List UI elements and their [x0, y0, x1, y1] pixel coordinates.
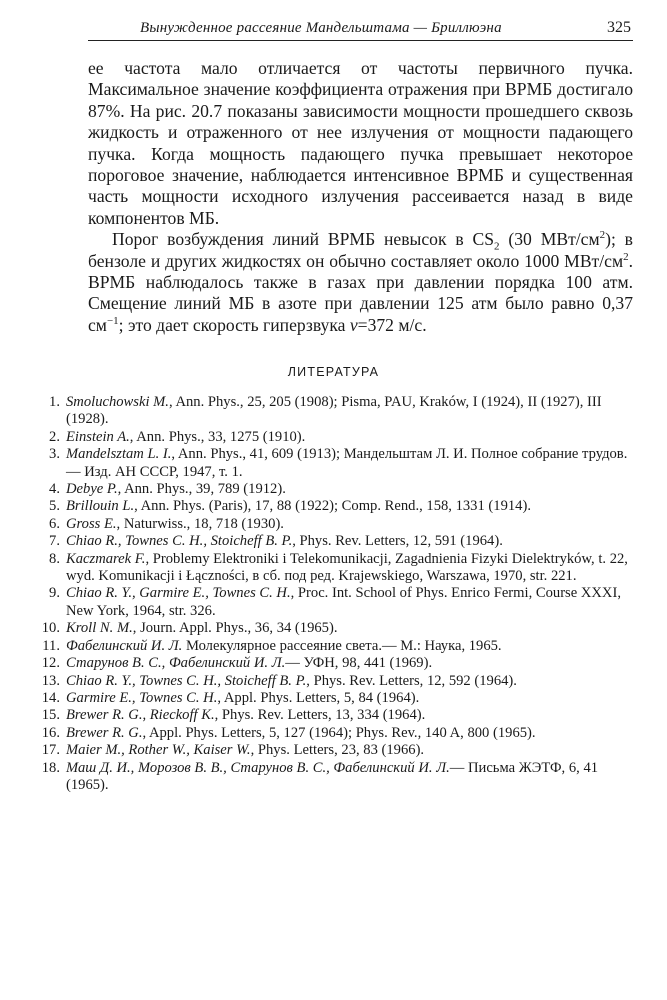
reference-author: Maier M., Rother W., Kaiser W.	[66, 742, 251, 759]
reference-source: , Ann. Phys., 33, 1275 (1910).	[129, 428, 306, 445]
reference-text	[66, 394, 634, 429]
reference-source: — Письма ЖЭТФ, 6, 41 (1965).	[66, 759, 599, 793]
reference-item	[28, 760, 634, 795]
reference-item	[28, 690, 634, 707]
reference-author: Старунов В. С., Фабелинский И. Л.	[66, 655, 286, 672]
reference-text	[66, 638, 634, 655]
reference-source: , Naturwiss., 18, 718 (1930).	[116, 515, 284, 532]
reference-source: , Phys. Rev. Letters, 12, 592 (1964).	[306, 672, 517, 689]
reference-number: 1.	[49, 394, 60, 410]
reference-text	[66, 498, 634, 515]
reference-item	[28, 707, 634, 724]
reference-item	[28, 394, 634, 429]
reference-source: , Phys. Rev. Letters, 13, 334 (1964).	[214, 707, 426, 724]
reference-item	[28, 533, 634, 550]
reference-source: , Ann. Phys., 41, 609 (1913); Мандельштам Л. И. Полное собрание трудов.— Изд. АН СССР, 1947, т. 1.	[66, 446, 628, 480]
reference-item	[28, 516, 634, 533]
reference-number: 6.	[49, 515, 60, 532]
reference-item	[28, 655, 634, 672]
reference-source: Молекулярное рассеяние света.— М.: Наука, 1965.	[182, 637, 502, 654]
reference-source: — УФН, 98, 441 (1969).	[285, 655, 433, 672]
reference-number: 7.	[49, 533, 60, 550]
reference-number: 11.	[42, 637, 60, 654]
reference-list	[28, 394, 634, 794]
reference-text	[66, 690, 634, 707]
reference-author: Garmire E., Townes C. H.	[66, 689, 218, 706]
paragraph-1: ее частота мало отличается от частоты первичного пучка. Максимальное значение коэффициента отражения при ВРМБ достигало 87%. На рис. 20.7 показаны зависимости мощности прошедшего сквозь жидкость и отраженного от нее излучения от мощности падающего пучка. Когда мощность падающего пучка превышает некоторое пороговое значение, наблюдается интенсивное ВРМБ и существенная часть мощности исходного излучения рассеивается назад в виде компонентов МБ.	[88, 58, 633, 228]
reference-author: Mandelsztam L. I.	[66, 446, 172, 463]
reference-author: Фабелинский И. Л.	[66, 637, 183, 654]
reference-number: 13.	[41, 672, 60, 689]
reference-number: 14.	[41, 689, 60, 706]
reference-item	[28, 585, 634, 620]
reference-text	[66, 481, 634, 498]
reference-source: , Problemy Elektroniki i Telekomunikacji, Zagadnienia Fizyki Dielektryków, t. 22, wyd. Komunikacji i Łączności, в сб. под ред. Krajewskiego, Warszawa, 1970, str. 221.	[66, 550, 628, 585]
reference-source: , Ann. Phys., 25, 205 (1908); Pisma, PAU, Kraków, I (1924), II (1927), III (1928).	[66, 394, 602, 428]
reference-item	[28, 673, 634, 690]
reference-source: , Ann. Phys., 39, 789 (1912).	[117, 481, 286, 498]
reference-text	[66, 725, 634, 742]
reference-text	[66, 620, 634, 637]
reference-item	[28, 481, 634, 498]
reference-number: 10.	[41, 620, 60, 637]
reference-author: Chiao R. Y., Townes C. H., Stoicheff B. P.	[66, 672, 307, 689]
reference-author: Kaczmarek F.	[66, 550, 146, 567]
reference-text	[66, 707, 634, 724]
reference-number: 15.	[41, 707, 60, 724]
reference-text	[66, 551, 634, 586]
reference-item	[28, 498, 634, 515]
reference-author: Brillouin L.	[66, 498, 135, 515]
reference-item	[28, 429, 634, 446]
reference-author: Chiao R., Townes C. H., Stoicheff B. P.	[66, 533, 293, 550]
page-number: 325	[607, 19, 631, 36]
reference-author: Маш Д. И., Морозов В. В., Старунов В. С., Фабелинский И. Л.	[66, 759, 450, 776]
running-title: Вынужденное рассеяние Мандельштама — Бриллюэна	[140, 20, 502, 36]
reference-number: 18.	[41, 759, 60, 776]
reference-number: 16.	[41, 724, 60, 741]
page-header	[88, 18, 633, 41]
reference-source: , Ann. Phys. (Paris), 17, 88 (1922); Comp. Rend., 158, 1331 (1914).	[134, 498, 531, 515]
reference-text	[66, 673, 634, 690]
reference-item	[28, 742, 634, 759]
reference-text	[66, 533, 634, 550]
reference-item	[28, 620, 634, 637]
reference-number: 2.	[49, 428, 60, 445]
reference-item	[28, 638, 634, 655]
reference-source: , Journ. Appl. Phys., 36, 34 (1965).	[132, 620, 338, 637]
reference-source: , Phys. Rev. Letters, 12, 591 (1964).	[292, 533, 503, 550]
reference-text	[66, 655, 634, 672]
reference-number: 4.	[49, 481, 60, 498]
reference-text	[66, 429, 634, 446]
reference-author: Brewer R. G., Rieckoff K.	[66, 707, 215, 724]
reference-text	[66, 760, 634, 795]
reference-number: 8.	[49, 550, 60, 567]
reference-text	[66, 446, 634, 481]
reference-item	[28, 725, 634, 742]
reference-number: 3.	[49, 446, 60, 463]
reference-author: Kroll N. M.	[66, 620, 133, 637]
reference-text	[66, 585, 634, 620]
reference-source: , Proc. Int. School of Phys. Enrico Fermi, Course XXXI, New York, 1964, str. 326.	[66, 585, 621, 619]
reference-number: 12.	[41, 655, 60, 672]
reference-number: 9.	[49, 585, 60, 602]
body-text	[88, 58, 633, 336]
reference-number: 17.	[41, 742, 60, 759]
reference-number: 5.	[49, 498, 60, 515]
reference-author: Smoluchowski M.	[66, 394, 169, 410]
reference-source: , Appl. Phys. Letters, 5, 127 (1964); Phys. Rev., 140 A, 800 (1965).	[142, 724, 536, 741]
reference-text	[66, 516, 634, 533]
reference-source: , Phys. Letters, 23, 83 (1966).	[250, 742, 425, 759]
paragraph-2: Порог возбуждения линий ВРМБ невысок в $CS_2$ (30 МВт/$см^2$); в бензоле и других жидкостях он обычно составляет около 1000 МВт/$см^2$. ВРМБ наблюдалось также в газах при давлении порядка 100 атм. Смещение линий МБ в азоте при давлении 125 атм было равно 0,37 $см^{-1}$; это дает скорость гиперзвука v=372 м/с.	[88, 229, 633, 335]
reference-item	[28, 446, 634, 481]
reference-author: Einstein A.	[66, 428, 130, 445]
reference-author: Chiao R. Y., Garmire E., Townes C. H.	[66, 585, 291, 602]
literature-title: ЛИТЕРАТУРА	[287, 365, 380, 379]
reference-author: Debye P.	[66, 481, 118, 498]
reference-text	[66, 742, 634, 759]
reference-author: Brewer R. G.	[66, 724, 143, 741]
reference-source: , Appl. Phys. Letters, 5, 84 (1964).	[217, 689, 420, 706]
reference-item	[28, 551, 634, 586]
reference-author: Gross E.	[66, 515, 117, 532]
